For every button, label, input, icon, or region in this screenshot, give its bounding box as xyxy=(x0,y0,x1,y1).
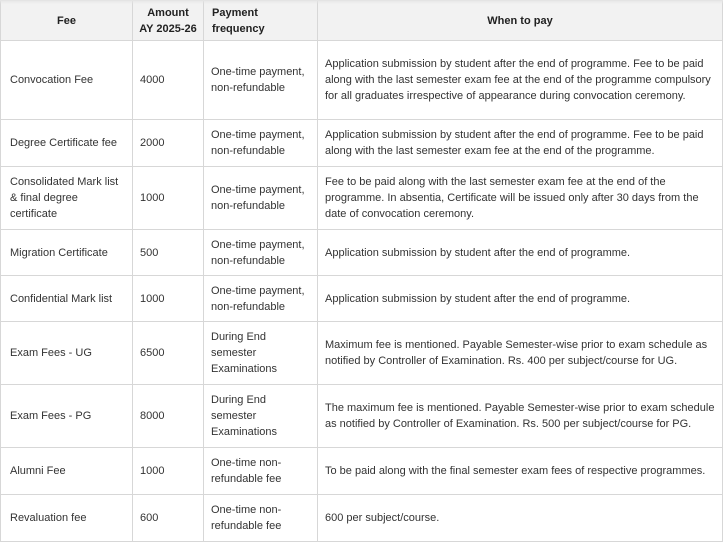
cell-amount: 8000 xyxy=(133,385,204,448)
cell-when: The maximum fee is mentioned. Payable Semester-wise prior to exam schedule as notified by Controller of Examination. Rs. 500 per subject/course for PG. xyxy=(318,385,723,448)
cell-frequency: One-time payment, non-refundable xyxy=(204,41,318,120)
cell-amount: 600 xyxy=(133,495,204,542)
cell-when: Fee to be paid along with the last semester exam fee at the end of the programme. In absentia, Certificate will be issued only after 30 days from the date of convocation ceremony. xyxy=(318,167,723,230)
cell-fee: Migration Certificate xyxy=(1,230,133,276)
cell-frequency: One-time payment, non-refundable xyxy=(204,230,318,276)
cell-amount: 4000 xyxy=(133,41,204,120)
cell-fee: Degree Certificate fee xyxy=(1,120,133,167)
table-row xyxy=(1,385,723,448)
table-row xyxy=(1,230,723,276)
table-row xyxy=(1,41,723,120)
cell-when: 600 per subject/course. xyxy=(318,495,723,542)
cell-amount: 6500 xyxy=(133,322,204,385)
table-body xyxy=(1,41,723,542)
cell-amount: 1000 xyxy=(133,276,204,322)
cell-amount: 1000 xyxy=(133,448,204,495)
cell-when: Application submission by student after the end of programme. xyxy=(318,276,723,322)
table-row xyxy=(1,495,723,542)
cell-fee: Consolidated Mark list & final degree certificate xyxy=(1,167,133,230)
column-header-frequency: Payment frequency xyxy=(204,1,318,41)
cell-fee: Exam Fees - PG xyxy=(1,385,133,448)
table-header xyxy=(1,1,723,41)
cell-frequency: During End semester Examinations xyxy=(204,385,318,448)
table-row xyxy=(1,322,723,385)
cell-when: Application submission by student after the end of programme. Fee to be paid along with the last semester exam fee at the end of the programme. xyxy=(318,120,723,167)
cell-fee: Revaluation fee xyxy=(1,495,133,542)
cell-when: Application submission by student after the end of programme. Fee to be paid along with the last semester exam fee at the end of the programme compulsory for all graduates irrespective of appearance during convocation ceremony. xyxy=(318,41,723,120)
cell-amount: 1000 xyxy=(133,167,204,230)
table-row xyxy=(1,448,723,495)
table-row xyxy=(1,167,723,230)
cell-fee: Confidential Mark list xyxy=(1,276,133,322)
cell-amount: 500 xyxy=(133,230,204,276)
column-header-when: When to pay xyxy=(318,1,723,41)
cell-fee: Convocation Fee xyxy=(1,41,133,120)
cell-amount: 2000 xyxy=(133,120,204,167)
cell-frequency: One-time non-refundable fee xyxy=(204,448,318,495)
cell-when: To be paid along with the final semester exam fees of respective programmes. xyxy=(318,448,723,495)
table-row xyxy=(1,120,723,167)
header-row xyxy=(1,1,723,41)
table-row xyxy=(1,276,723,322)
column-header-amount: Amount AY 2025-26 xyxy=(133,1,204,41)
cell-fee: Exam Fees - UG xyxy=(1,322,133,385)
cell-when: Maximum fee is mentioned. Payable Semester-wise prior to exam schedule as notified by Controller of Examination. Rs. 400 per subject/course for UG. xyxy=(318,322,723,385)
cell-frequency: One-time payment, non-refundable xyxy=(204,276,318,322)
cell-frequency: During End semester Examinations xyxy=(204,322,318,385)
column-header-fee: Fee xyxy=(1,1,133,41)
cell-fee: Alumni Fee xyxy=(1,448,133,495)
cell-frequency: One-time payment, non-refundable xyxy=(204,120,318,167)
cell-frequency: One-time payment, non-refundable xyxy=(204,167,318,230)
cell-frequency: One-time non-refundable fee xyxy=(204,495,318,542)
cell-when: Application submission by student after the end of programme. xyxy=(318,230,723,276)
